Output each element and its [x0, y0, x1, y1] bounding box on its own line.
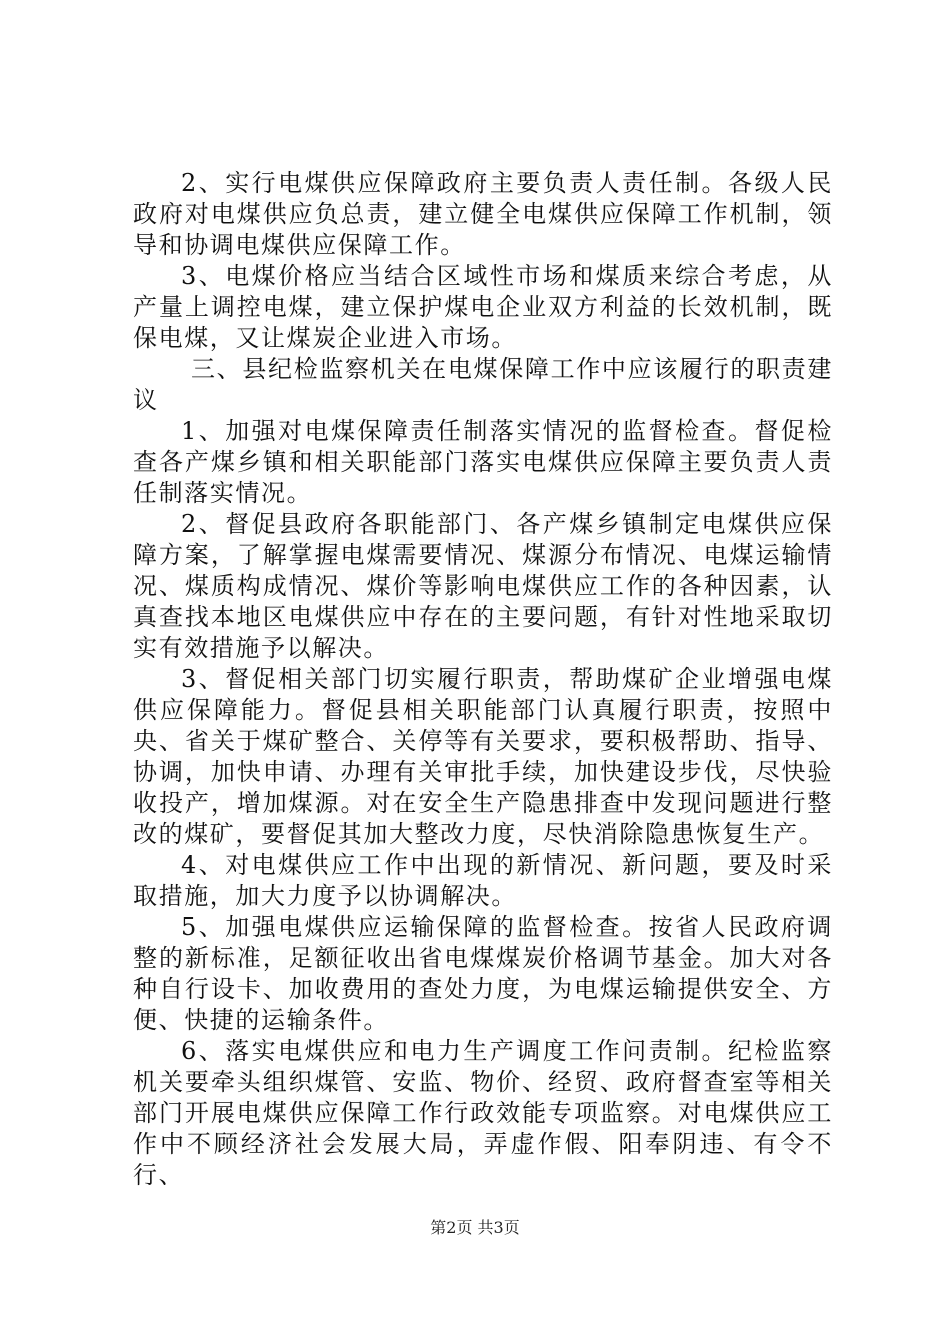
paragraph-item-6-accountability: 6、落实电煤供应和电力生产调度工作问责制。纪检监察机关要牵头组织煤管、安监、物价、经贸、政府督查室等相关部门开展电煤供应保障工作行政效能专项监察。对电煤供应工作中不顾经济社会发展大局，弄虚作假、阳奉阴违、有令不行、 — [133, 1037, 833, 1189]
section-heading-three: 三、县纪检监察机关在电煤保障工作中应该履行的职责建议 — [133, 355, 833, 414]
paragraph-item-3-pricing: 3、电煤价格应当结合区域性市场和煤质来综合考虑，从产量上调控电煤，建立保护煤电企业双方利益的长效机制，既保电煤，又让煤炭企业进入市场。 — [133, 262, 833, 352]
page-footer: 第2页 共3页 — [430, 1218, 520, 1237]
document-body — [133, 168, 833, 1191]
paragraph-item-2-plan: 2、督促县政府各职能部门、各产煤乡镇制定电煤供应保障方案，了解掌握电煤需要情况、煤源分布情况、电煤运输情况、煤质构成情况、煤价等影响电煤供应工作的各种因素，认真查找本地区电煤供应中存在的主要问题，有针对性地采取切实有效措施予以解决。 — [133, 510, 833, 662]
paragraph-item-4-new-issues: 4、对电煤供应工作中出现的新情况、新问题，要及时采取措施，加大力度予以协调解决。 — [133, 851, 833, 910]
paragraph-item-5-transport: 5、加强电煤供应运输保障的监督检查。按省人民政府调整的新标准，足额征收出省电煤煤炭价格调节基金。加大对各种自行设卡、加收费用的查处力度，为电煤运输提供安全、方便、快捷的运输条件。 — [133, 913, 833, 1034]
paragraph-item-2-responsibility: 2、实行电煤供应保障政府主要负责人责任制。各级人民政府对电煤供应负总责，建立健全电煤供应保障工作机制，领导和协调电煤供应保障工作。 — [133, 169, 833, 259]
paragraph-item-3-duties: 3、督促相关部门切实履行职责，帮助煤矿企业增强电煤供应保障能力。督促县相关职能部门认真履行职责，按照中央、省关于煤矿整合、关停等有关要求，要积极帮助、指导、协调，加快申请、办理有关审批手续，加快建设步伐，尽快验收投产，增加煤源。对在安全生产隐患排查中发现问题进行整改的煤矿，要督促其加大整改力度，尽快消除隐患恢复生产。 — [133, 665, 833, 848]
paragraph-item-1-supervision: 1、加强对电煤保障责任制落实情况的监督检查。督促检查各产煤乡镇和相关职能部门落实电煤供应保障主要负责人责任制落实情况。 — [133, 417, 833, 507]
